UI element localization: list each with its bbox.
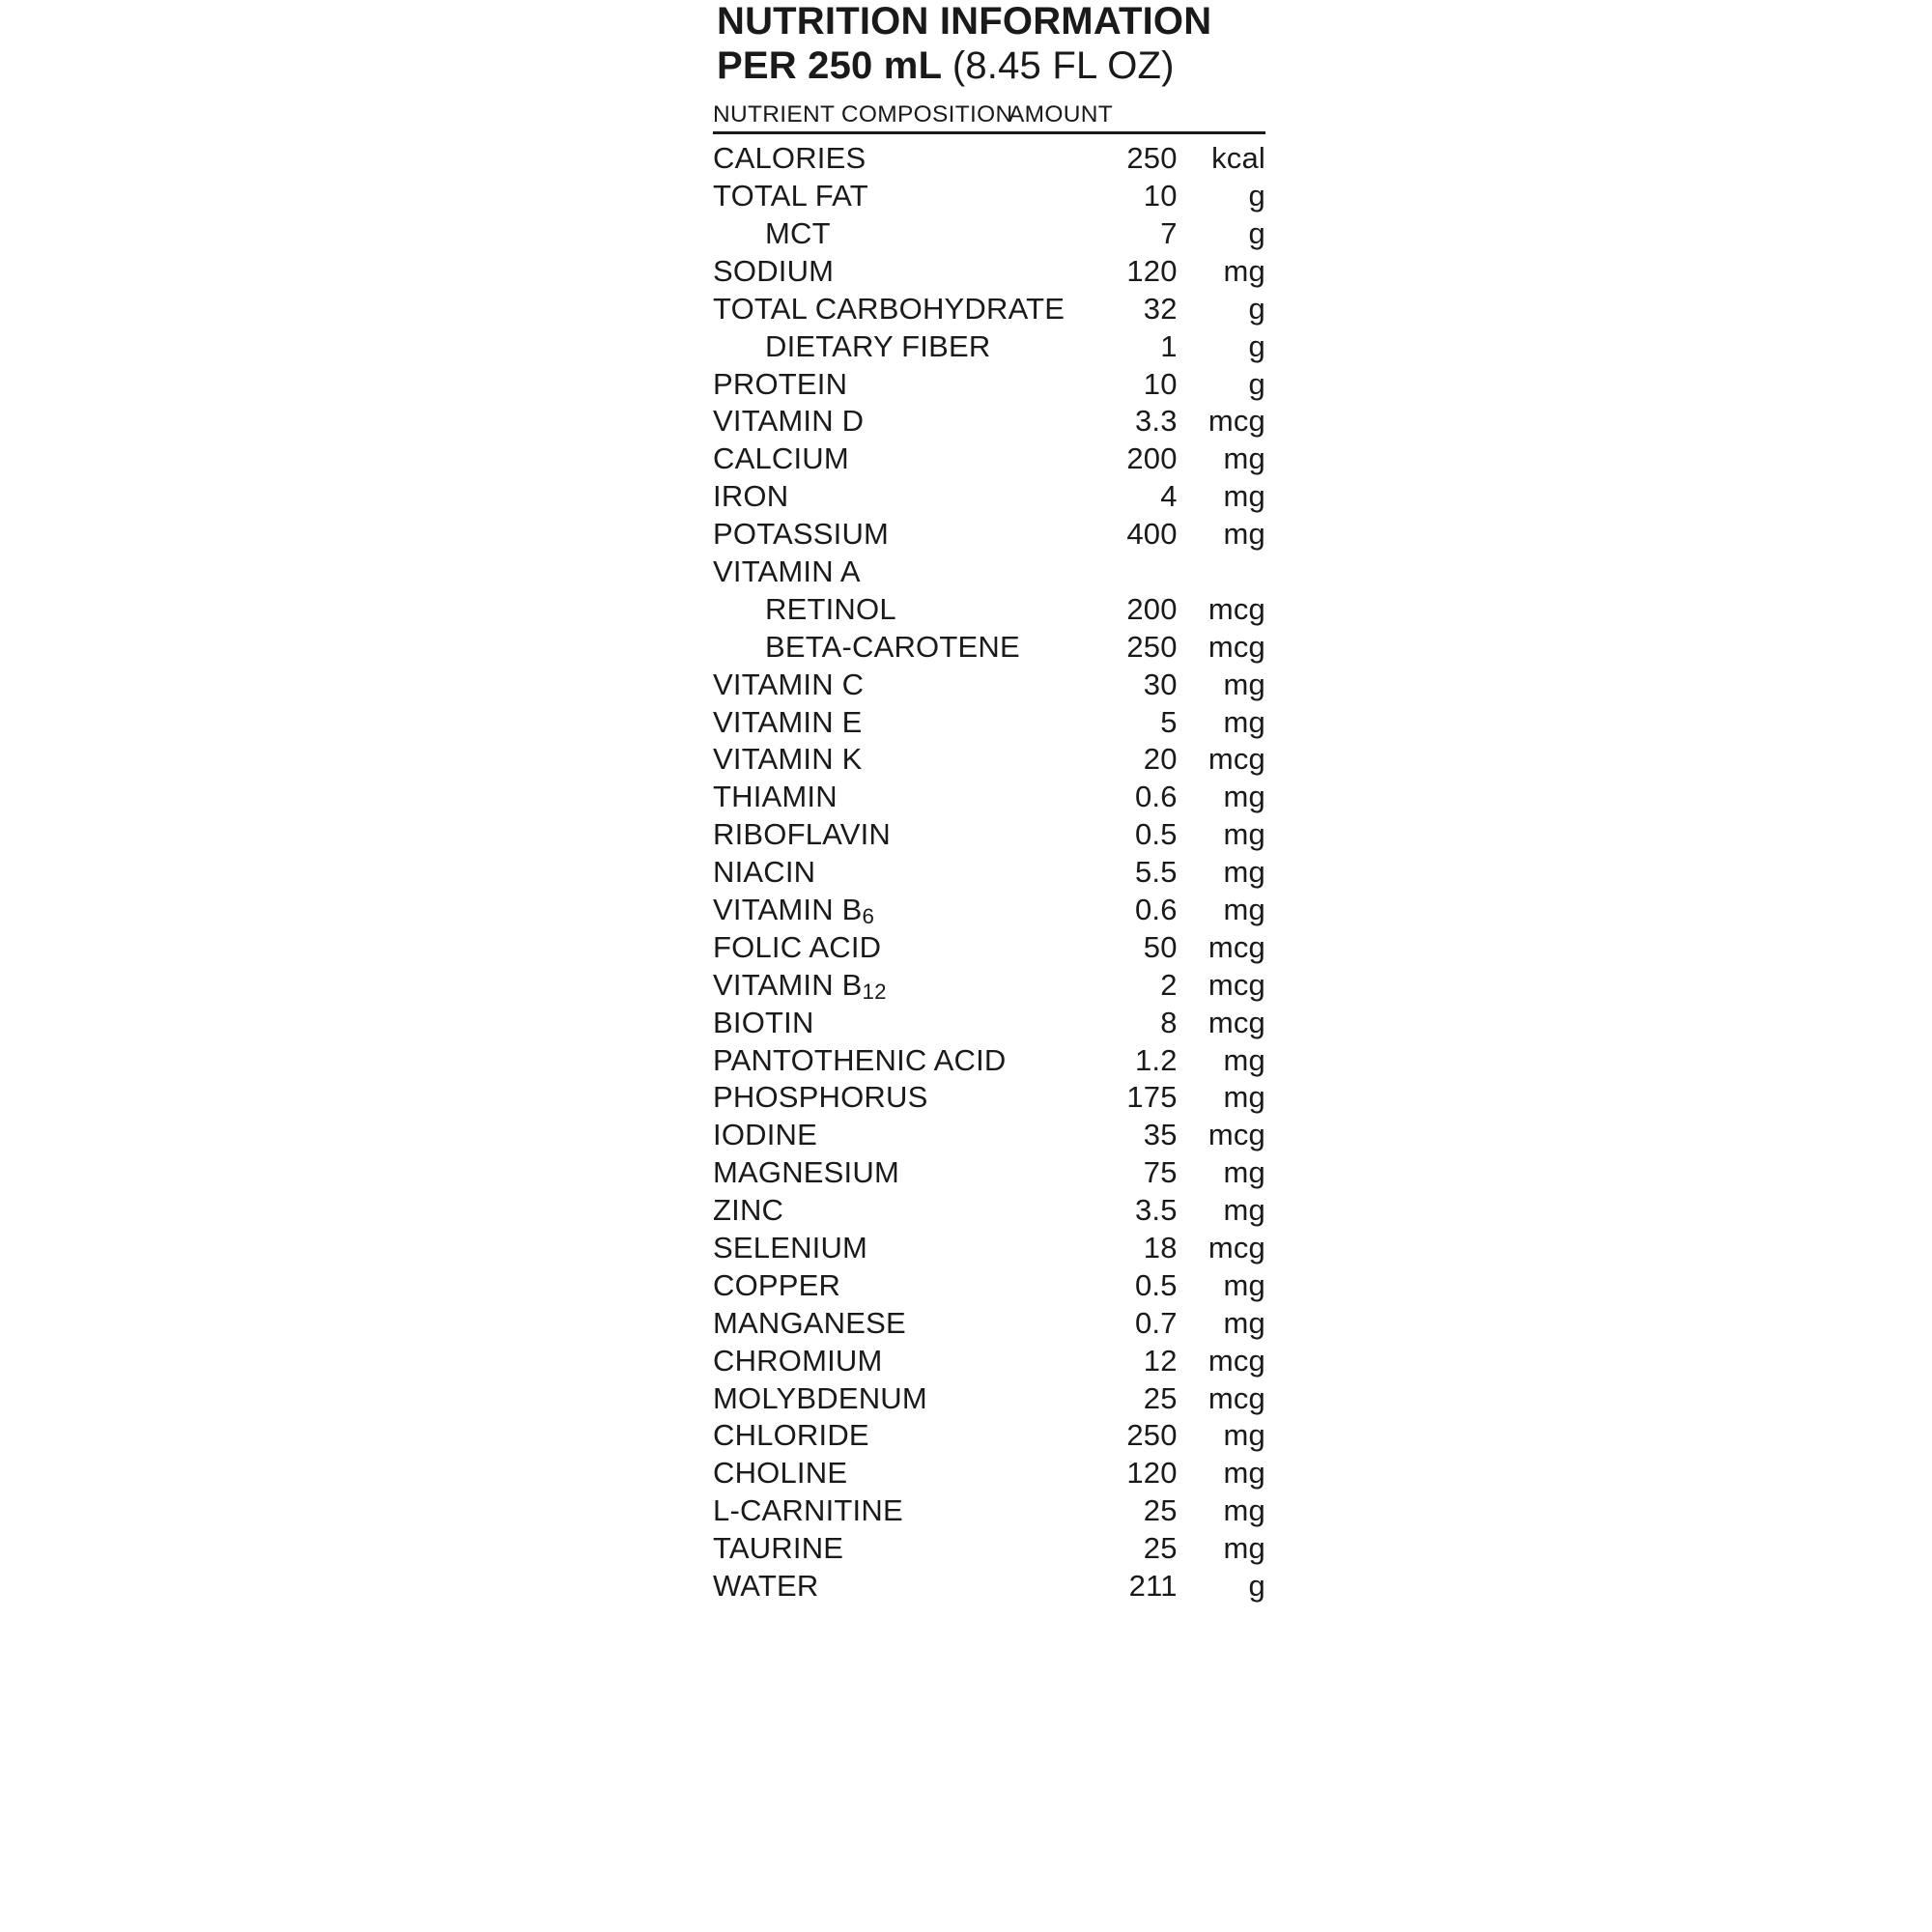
nutrient-unit: mcg (1208, 1380, 1265, 1415)
table-row (713, 741, 1265, 779)
nutrient-name: COPPER (713, 1267, 841, 1302)
nutrient-unit: mg (1223, 1155, 1265, 1190)
nutrient-unit: mcg (1208, 1005, 1265, 1039)
nutrient-amount: 35 (1143, 1118, 1178, 1152)
table-row (713, 816, 1265, 854)
nutrient-name: WATER (713, 1569, 819, 1604)
nutrient-name: MANGANESE (713, 1305, 906, 1340)
nutrient-name: CHROMIUM (713, 1343, 883, 1378)
nutrient-unit: g (1248, 291, 1265, 326)
nutrient-name: DIETARY FIBER (765, 328, 991, 363)
nutrient-name: CHLORIDE (713, 1418, 869, 1453)
nutrient-amount: 175 (1126, 1080, 1178, 1115)
table-row (713, 1192, 1265, 1230)
table-row (713, 629, 1265, 667)
nutrient-amount: 250 (1126, 629, 1178, 664)
nutrient-amount: 1 (1160, 328, 1178, 363)
nutrient-amount: 3.3 (1134, 404, 1178, 439)
table-row (713, 516, 1265, 554)
nutrient-name: VITAMIN C (713, 667, 865, 701)
nutrient-amount: 10 (1143, 366, 1178, 401)
column-header-amount: AMOUNT (1009, 101, 1113, 128)
nutrient-name: PROTEIN (713, 366, 848, 401)
nutrient-amount: 250 (1126, 141, 1178, 176)
nutrient-name: MAGNESIUM (713, 1155, 899, 1190)
nutrient-amount: 50 (1143, 929, 1178, 964)
nutrient-name-subscript: 12 (862, 979, 887, 1004)
nutrient-unit: g (1248, 328, 1265, 363)
table-row (713, 1005, 1265, 1042)
table-row (713, 967, 1265, 1005)
nutrient-unit: g (1248, 215, 1265, 250)
nutrient-name: L-CARNITINE (713, 1493, 903, 1528)
nutrient-name: RETINOL (765, 591, 896, 626)
nutrient-name: BIOTIN (713, 1005, 814, 1039)
table-row (713, 140, 1265, 178)
nutrient-unit: mg (1223, 704, 1265, 739)
nutrient-amount: 7 (1160, 215, 1178, 250)
column-header-nutrient-composition: NUTRIENT COMPOSITION (713, 101, 1013, 128)
nutrient-unit: mcg (1208, 629, 1265, 664)
table-row (713, 704, 1265, 742)
nutrient-unit: mg (1223, 479, 1265, 514)
nutrient-name: IODINE (713, 1118, 817, 1152)
table-row (713, 667, 1265, 704)
table-row (713, 478, 1265, 516)
table-row (713, 779, 1265, 816)
nutrient-amount: 200 (1126, 591, 1178, 626)
table-row (713, 440, 1265, 478)
table-row (713, 1042, 1265, 1080)
table-row (713, 854, 1265, 892)
table-row (713, 1267, 1265, 1305)
table-row (713, 178, 1265, 215)
nutrient-unit (1178, 554, 1265, 591)
nutrient-name: PHOSPHORUS (713, 1080, 928, 1115)
nutrient-amount: 120 (1126, 253, 1178, 288)
label-title-line-2 (717, 44, 1273, 89)
nutrient-unit: mg (1223, 1531, 1265, 1566)
nutrient-name: SODIUM (713, 253, 835, 288)
nutrient-unit: mg (1223, 1267, 1265, 1302)
nutrition-information-panel (713, 0, 1273, 1605)
table-row (713, 1417, 1265, 1455)
nutrient-name: MOLYBDENUM (713, 1380, 927, 1415)
nutrient-name: THIAMIN (713, 780, 838, 814)
nutrient-unit: mcg (1208, 1118, 1265, 1152)
table-column-headers (713, 101, 1273, 131)
nutrient-name: VITAMIN K (713, 742, 863, 777)
table-row (713, 1230, 1265, 1267)
nutrient-amount: 20 (1143, 742, 1178, 777)
label-title-block (713, 0, 1273, 88)
nutrient-amount: 30 (1143, 667, 1178, 701)
table-row (713, 1380, 1265, 1418)
nutrient-amount: 0.6 (1134, 893, 1178, 926)
nutrient-amount: 120 (1126, 1456, 1178, 1491)
nutrient-name: TOTAL CARBOHYDRATE (713, 291, 1065, 326)
nutrient-amount: 10 (1143, 179, 1178, 213)
table-row (713, 591, 1265, 629)
nutrient-name: PANTOTHENIC ACID (713, 1042, 1007, 1077)
nutrient-amount: 0.6 (1134, 780, 1178, 814)
nutrient-amount: 5.5 (1134, 855, 1178, 890)
table-row (713, 1154, 1265, 1192)
nutrient-name: VITAMIN E (713, 704, 863, 739)
nutrient-amount: 25 (1143, 1531, 1178, 1566)
table-row (713, 1455, 1265, 1492)
table-row (713, 403, 1265, 440)
nutrient-name: CHOLINE (713, 1456, 848, 1491)
table-row (713, 1530, 1265, 1568)
serving-size-imperial: (8.45 FL OZ) (952, 43, 1175, 87)
nutrient-amount: 211 (1128, 1569, 1178, 1604)
nutrient-amount: 4 (1160, 479, 1178, 514)
nutrient-amount: 25 (1143, 1380, 1178, 1415)
table-row (713, 291, 1265, 328)
nutrient-amount (1084, 554, 1178, 591)
nutrient-amount: 3.5 (1134, 1193, 1178, 1228)
table-row (713, 1343, 1265, 1380)
table-row (713, 1568, 1265, 1605)
nutrient-unit: mcg (1208, 929, 1265, 964)
nutrient-unit: mg (1223, 780, 1265, 814)
nutrient-unit: mg (1223, 517, 1265, 552)
nutrient-amount: 0.5 (1134, 817, 1178, 852)
nutrient-unit: mcg (1208, 1343, 1265, 1378)
nutrient-name: RIBOFLAVIN (713, 817, 892, 852)
nutrient-unit: mcg (1208, 742, 1265, 777)
nutrient-amount: 2 (1160, 967, 1178, 1002)
nutrient-name: SELENIUM (713, 1231, 868, 1265)
nutrient-name: TOTAL FAT (713, 179, 868, 213)
nutrient-unit: mg (1223, 441, 1265, 476)
nutrient-unit: g (1248, 1569, 1265, 1604)
nutrient-unit: mg (1223, 1080, 1265, 1115)
nutrient-name: BETA-CAROTENE (765, 629, 1020, 664)
nutrient-name: CALORIES (713, 141, 867, 176)
nutrient-name: VITAMIN B12 (713, 967, 887, 1004)
nutrient-amount: 12 (1143, 1343, 1178, 1378)
header-divider (713, 131, 1265, 134)
nutrient-unit: mg (1223, 1042, 1265, 1077)
nutrient-amount: 250 (1126, 1418, 1178, 1453)
label-title-line-1: NUTRITION INFORMATION (717, 0, 1212, 43)
nutrient-name: POTASSIUM (713, 517, 890, 552)
nutrient-amount: 18 (1143, 1231, 1178, 1265)
nutrient-unit: g (1248, 179, 1265, 213)
nutrient-name: TAURINE (713, 1531, 844, 1566)
nutrient-name: NIACIN (713, 855, 816, 890)
nutrient-unit: g (1248, 366, 1265, 401)
nutrition-table (713, 140, 1265, 1605)
table-row (713, 215, 1265, 253)
nutrient-name: VITAMIN B6 (713, 893, 875, 928)
nutrient-unit: mg (1223, 1456, 1265, 1491)
nutrient-unit: mcg (1208, 967, 1265, 1002)
nutrient-unit: mg (1223, 855, 1265, 890)
table-row (713, 892, 1265, 929)
table-row (713, 1079, 1265, 1117)
nutrient-unit: mcg (1208, 591, 1265, 626)
nutrient-name: VITAMIN D (713, 404, 865, 439)
nutrient-amount: 400 (1126, 517, 1178, 552)
nutrient-name-subscript: 6 (862, 904, 875, 928)
table-row (713, 1492, 1265, 1530)
nutrient-name: VITAMIN A (713, 554, 861, 588)
table-row (713, 366, 1265, 404)
nutrient-amount: 32 (1143, 291, 1178, 326)
table-row (713, 554, 1265, 591)
nutrient-amount: 5 (1160, 704, 1178, 739)
nutrient-unit: mg (1223, 1193, 1265, 1228)
nutrient-amount: 75 (1143, 1155, 1178, 1190)
nutrient-unit: mg (1223, 1493, 1265, 1528)
nutrient-name: MCT (765, 215, 831, 250)
nutrient-unit: mg (1223, 253, 1265, 288)
table-row (713, 253, 1265, 291)
nutrient-amount: 25 (1143, 1493, 1178, 1528)
nutrient-amount: 8 (1160, 1005, 1178, 1039)
table-row (713, 1305, 1265, 1343)
nutrient-unit: mcg (1208, 1231, 1265, 1265)
nutrient-unit: mg (1223, 817, 1265, 852)
nutrient-amount: 0.5 (1134, 1267, 1178, 1302)
nutrient-unit: kcal (1211, 141, 1265, 176)
serving-size-bold: PER 250 mL (717, 43, 942, 87)
table-row (713, 328, 1265, 366)
nutrient-name: ZINC (713, 1193, 784, 1228)
table-row (713, 1117, 1265, 1154)
nutrient-amount: 0.7 (1134, 1305, 1178, 1340)
nutrient-name: CALCIUM (713, 441, 849, 476)
nutrient-amount: 200 (1126, 441, 1178, 476)
nutrient-amount: 1.2 (1134, 1042, 1178, 1077)
nutrient-unit: mg (1223, 1418, 1265, 1453)
nutrient-unit: mcg (1208, 404, 1265, 439)
nutrient-name: FOLIC ACID (713, 929, 882, 964)
table-row (713, 929, 1265, 967)
nutrient-unit: mg (1223, 1305, 1265, 1340)
nutrient-unit: mg (1223, 667, 1265, 701)
nutrient-unit: mg (1223, 893, 1265, 926)
nutrient-name: IRON (713, 479, 789, 514)
